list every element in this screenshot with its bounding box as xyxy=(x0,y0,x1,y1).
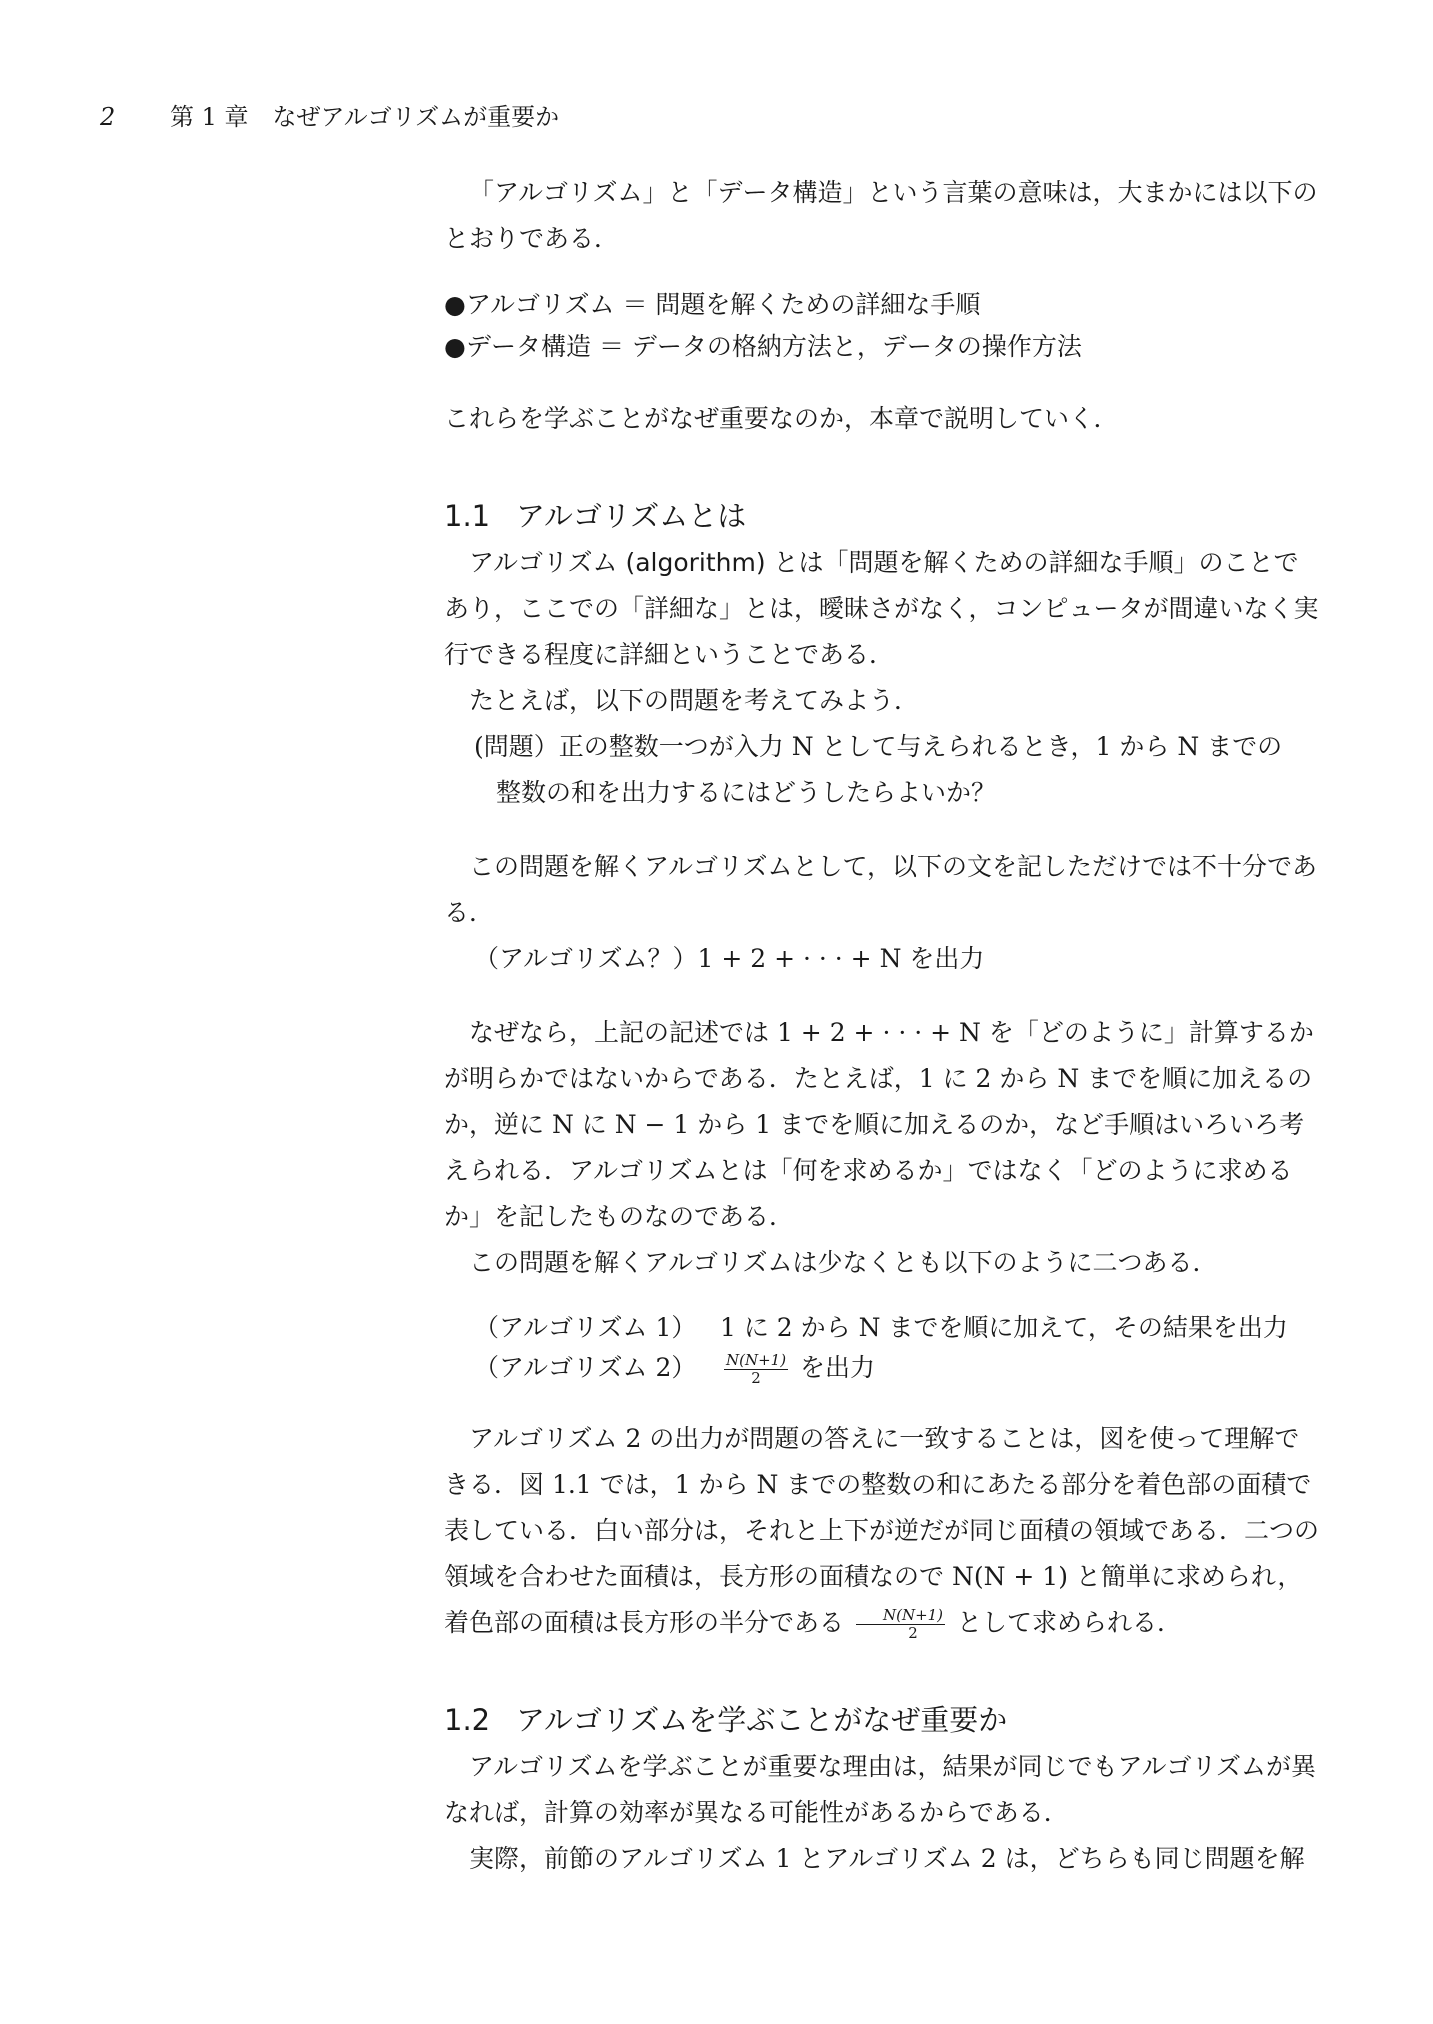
algorithm-table xyxy=(444,1308,1320,1388)
algorithm-label: （アルゴリズム 1） xyxy=(474,1313,697,1342)
figure-explanation-paragraph xyxy=(444,1416,1320,1646)
section-title: アルゴリズムを学ぶことがなぜ重要か xyxy=(516,1703,1008,1737)
algorithm-question: （アルゴリズム？）1 + 2 + · · · + N を出力 xyxy=(474,944,985,973)
definition-text: とは「問題を解くための詳細な手順」のことであり，ここでの「詳細な」とは，曖昧さがなく，コンピュータが間違いなく実行できる程度に詳細ということである． xyxy=(444,548,1319,669)
explanation-paragraph: なぜなら，上記の記述では 1 + 2 + · · · + N を「どのように」計算するかが明らかではないからである．たとえば，1 に 2 から N までを順に加えるのか，逆に N に N − 1 から 1 までを順に加えるのか，など手順はいろいろ考えられる．アルゴリズムとは「何を求めるか」ではなく「どのように求めるか」を記したものなのである． xyxy=(444,1018,1314,1231)
insufficient-paragraph: この問題を解くアルゴリズムとして，以下の文を記しただけでは不十分である． xyxy=(444,852,1318,927)
section-title: アルゴリズムとは xyxy=(516,499,747,533)
two-algorithms-intro: この問題を解くアルゴリズムは少なくとも以下のように二つある． xyxy=(469,1248,1218,1277)
fraction xyxy=(724,1352,788,1387)
fraction-denominator: 2 xyxy=(908,1624,918,1642)
running-header xyxy=(100,100,559,134)
page-number: 2 xyxy=(100,103,116,131)
algorithm-label: （アルゴリズム 2） xyxy=(474,1353,697,1382)
algorithm-description xyxy=(720,1348,875,1388)
algorithm-description: 1 に 2 から N までを順に加えて，その結果を出力 xyxy=(720,1313,1288,1342)
figure-explanation-tail: として求められる． xyxy=(957,1608,1183,1637)
problem-statement xyxy=(444,724,1320,816)
definition-list xyxy=(444,284,1320,368)
problem-line-1: (問題）正の整数一つが入力 N として与えられるとき，1 から N までの xyxy=(474,732,1283,761)
fraction-denominator: 2 xyxy=(751,1369,761,1387)
term-algorithm: アルゴリズム (algorithm) xyxy=(469,548,766,577)
example-intro: たとえば，以下の問題を考えてみよう． xyxy=(469,686,920,715)
section-heading-1-2 xyxy=(444,1700,1320,1740)
problem-line-2: 整数の和を出力するにはどうしたらよいか？ xyxy=(496,778,997,807)
list-item xyxy=(444,326,1320,368)
figure-explanation-text: アルゴリズム 2 の出力が問題の答えに一致することは，図を使って理解できる．図 1.1 では，1 から N までの整数の和にあたる部分を着色部の面積で表している．白い部分は，それと上下が逆だが同じ面積の領域である．二つの領域を合わせた面積は，長方形の面積なので N(N + 1) と簡単に求められ，着色部の面積は長方形の半分である xyxy=(444,1424,1320,1637)
chapter-title: 第 1 章 なぜアルゴリズムが重要か xyxy=(170,103,560,131)
section-number: 1.1 xyxy=(444,499,491,533)
section-number: 1.2 xyxy=(444,1703,491,1737)
algorithm-row-2 xyxy=(474,1348,1320,1388)
importance-paragraph: アルゴリズムを学ぶことが重要な理由は，結果が同じでもアルゴリズムが異なれば，計算の効率が異なる可能性があるからである． xyxy=(444,1752,1317,1827)
list-item-text: データ構造 ＝ データの格納方法と，データの操作方法 xyxy=(466,332,1082,361)
bullet-icon: ● xyxy=(444,290,466,319)
bullet-icon: ● xyxy=(444,332,466,361)
section-heading-1-1 xyxy=(444,496,1320,536)
intro-paragraph: 「アルゴリズム」と「データ構造」という言葉の意味は，大まかには以下のとおりである． xyxy=(444,178,1318,253)
algorithm-row-1 xyxy=(474,1308,1320,1348)
fraction xyxy=(856,1607,945,1642)
comparison-paragraph: 実際，前節のアルゴリズム 1 とアルゴリズム 2 は，どちらも同じ問題を解 xyxy=(469,1844,1305,1873)
list-item xyxy=(444,284,1320,326)
list-item-text: アルゴリズム ＝ 問題を解くための詳細な手順 xyxy=(466,290,981,319)
algorithm-output-text: を出力 xyxy=(800,1353,876,1382)
intro-closing-paragraph: これらを学ぶことがなぜ重要なのか，本章で説明していく． xyxy=(444,404,1119,433)
main-text xyxy=(444,170,1320,1882)
fraction-numerator: N(N+1) xyxy=(856,1607,945,1625)
definition-paragraph xyxy=(444,540,1320,678)
fraction-numerator: N(N+1) xyxy=(726,1351,787,1369)
